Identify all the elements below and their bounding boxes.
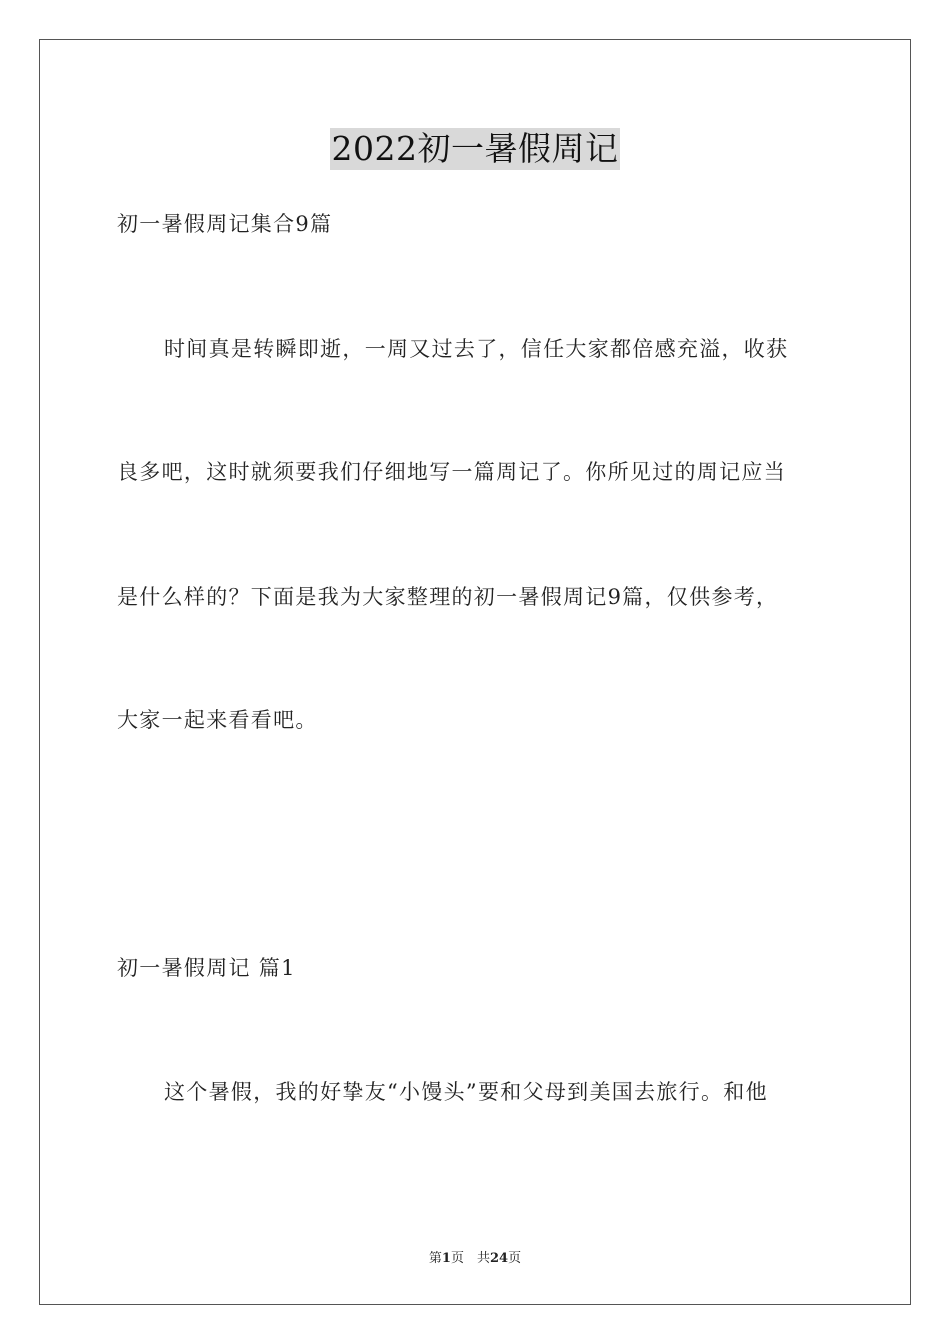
footer-page-suffix: 页: [508, 1251, 522, 1266]
section-heading: 初一暑假周记 篇1: [117, 956, 296, 980]
document-title: 2022初一暑假周记: [331, 129, 619, 168]
intro-line-1: 时间真是转瞬即逝，一周又过去了，信任大家都倍感充溢，收获: [164, 337, 789, 361]
intro-line-4: 大家一起来看看吧。: [117, 708, 318, 732]
document-subtitle: 初一暑假周记集合9篇: [117, 212, 333, 236]
footer-page-current: 1: [441, 1251, 451, 1266]
footer-page-mid: 页 共: [450, 1251, 490, 1266]
section-line-1: 这个暑假，我的好挚友“小馒头”要和父母到美国去旅行。和他: [164, 1080, 768, 1104]
footer-page-total: 24: [489, 1251, 509, 1266]
footer-page-prefix: 第: [428, 1251, 442, 1266]
intro-line-2: 良多吧，这时就须要我们仔细地写一篇周记了。你所见过的周记应当: [117, 460, 786, 484]
intro-line-3: 是什么样的？下面是我为大家整理的初一暑假周记9篇，仅供参考，: [117, 585, 779, 609]
title-wrap: [0, 128, 950, 170]
page-footer: [0, 1247, 950, 1266]
